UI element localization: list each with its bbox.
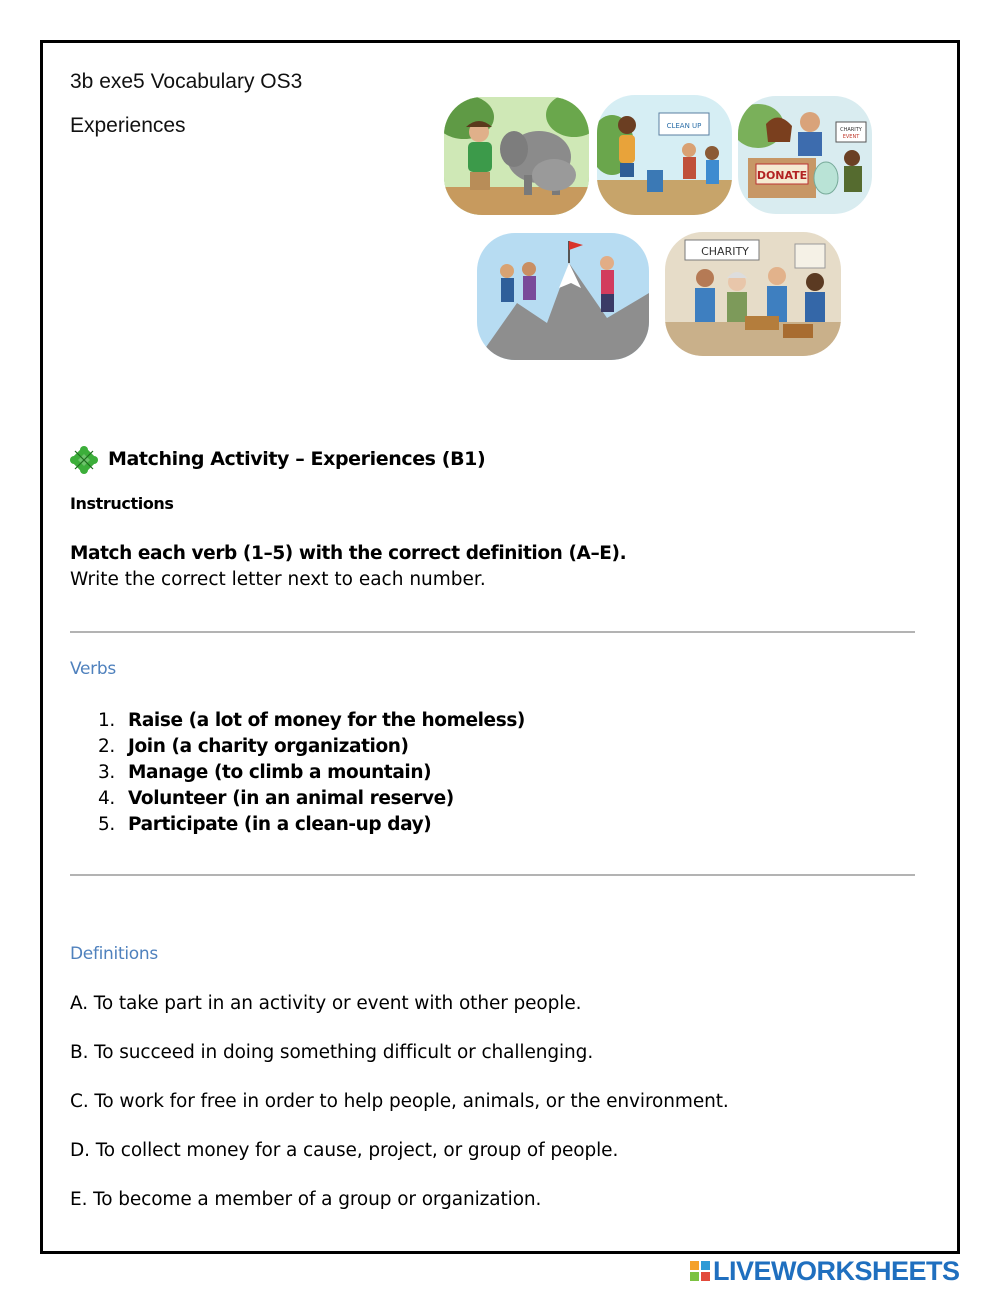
verbs-list	[98, 708, 525, 838]
verb-item	[98, 708, 525, 734]
verb-number: 3.	[98, 762, 115, 783]
definition-b: B. To succeed in doing something difficult or challenging.	[70, 1042, 594, 1063]
verb-item	[98, 760, 525, 786]
definitions-heading: Definitions	[70, 944, 158, 964]
verb-text: Volunteer (in an animal reserve)	[128, 788, 454, 809]
verbs-heading: Verbs	[70, 659, 116, 679]
definition-d: D. To collect money for a cause, project, or group of people.	[70, 1140, 619, 1161]
verb-item	[98, 734, 525, 760]
verb-number: 5.	[98, 814, 115, 835]
definition-c: C. To work for free in order to help people, animals, or the environment.	[70, 1091, 729, 1112]
liveworksheets-logo[interactable]	[690, 1256, 960, 1286]
logo-blocks-icon	[690, 1261, 710, 1281]
verb-number: 4.	[98, 788, 115, 809]
verb-item	[98, 786, 525, 812]
volunteer-animal-reserve-illustration	[444, 97, 589, 215]
divider-bottom	[70, 874, 915, 876]
climb-mountain-illustration	[477, 233, 649, 360]
worksheet-topic: Experiences	[70, 114, 186, 137]
verb-text: Raise (a lot of money for the homeless)	[128, 710, 525, 731]
activity-title: Matching Activity – Experiences (B1)	[108, 448, 486, 470]
donate-sign-text: DONATE	[756, 169, 808, 182]
verb-item	[98, 812, 525, 838]
divider-top	[70, 631, 915, 633]
puzzle-piece-icon	[70, 446, 98, 474]
charity-sign-text: CHARITY	[701, 245, 749, 258]
charity-event-sign-text-2: EVENT	[842, 134, 860, 140]
charity-event-sign-text-1: CHARITY	[840, 127, 862, 133]
instruction-secondary: Write the correct letter next to each number.	[70, 569, 486, 590]
worksheet-frame	[40, 40, 960, 1254]
verb-number: 1.	[98, 710, 115, 731]
verb-text: Manage (to climb a mountain)	[128, 762, 432, 783]
verb-number: 2.	[98, 736, 115, 757]
definition-e: E. To become a member of a group or organization.	[70, 1189, 542, 1210]
logo-text: LIVEWORKSHEETS	[713, 1256, 960, 1286]
verb-text: Participate (in a clean-up day)	[128, 814, 432, 835]
charity-event-donate-illustration	[738, 96, 872, 214]
verb-text: Join (a charity organization)	[128, 736, 409, 757]
instructions-label: Instructions	[70, 494, 174, 513]
definition-a: A. To take part in an activity or event with other people.	[70, 993, 582, 1014]
charity-food-bank-illustration	[665, 232, 841, 356]
worksheet-code: 3b exe5 Vocabulary OS3	[70, 70, 303, 93]
clean-up-day-illustration	[597, 95, 732, 215]
instruction-main: Match each verb (1–5) with the correct definition (A–E).	[70, 543, 627, 564]
clean-up-sign-text: CLEAN UP	[666, 122, 702, 130]
